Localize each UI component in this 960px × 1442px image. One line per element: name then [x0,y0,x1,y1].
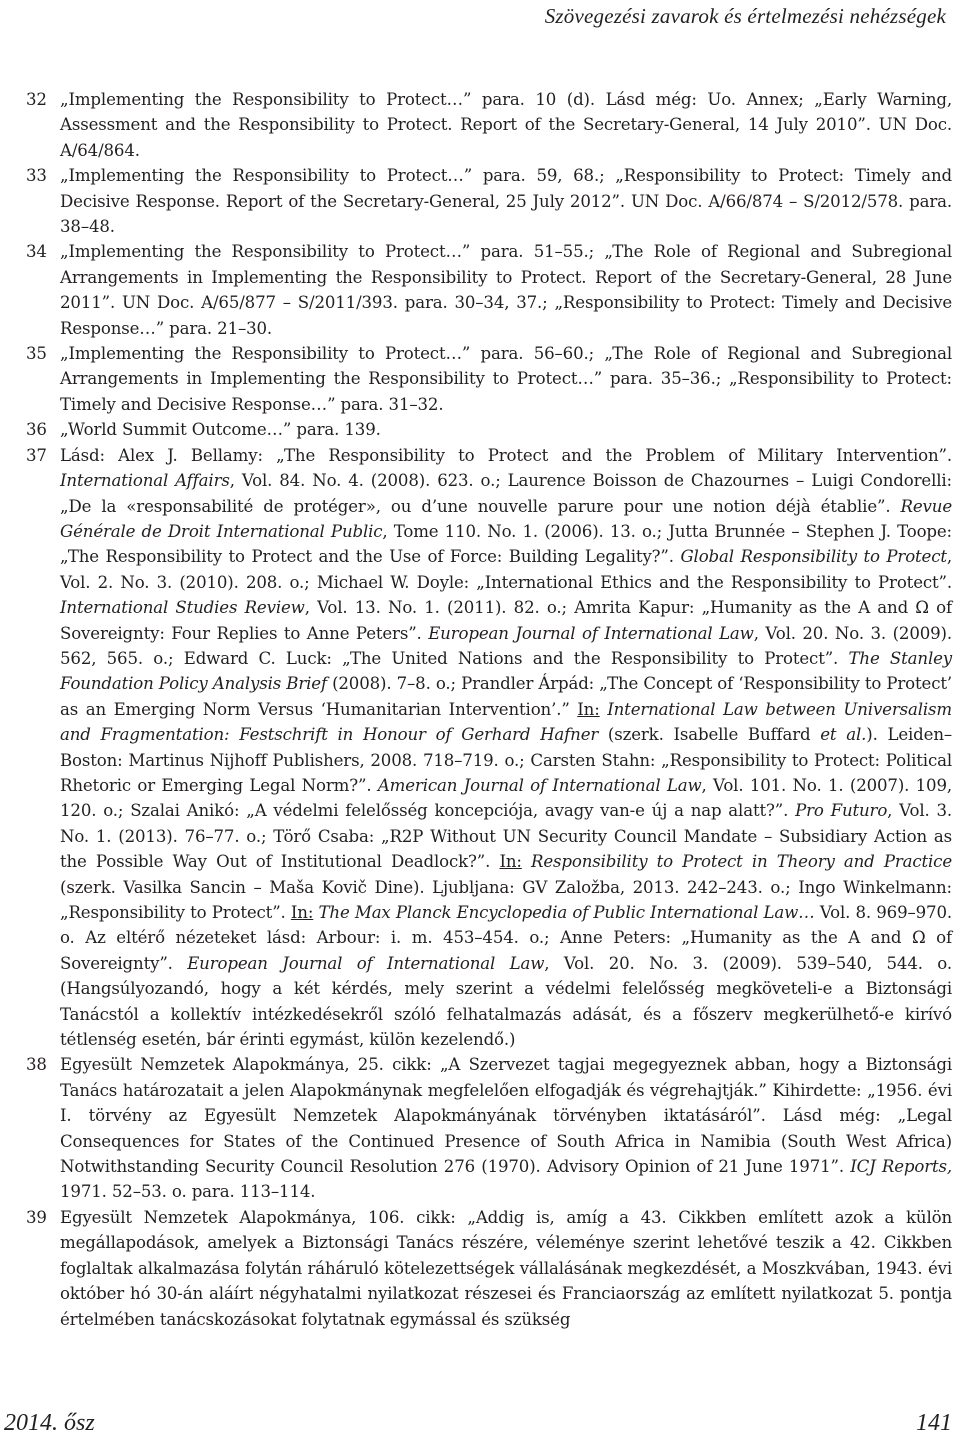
footnote-36 [26,417,952,442]
footnote-text: , Vol. 101. No. 1. (2007). 109, 120. o.; Szalai Anikó: „A védelmi felelősség koncepciója, avagy van-e új a nap alatt?”. [60,775,953,821]
footnote-32 [26,87,952,163]
footnote-text: ). Leiden–Boston: Martinus Nijhoff Publishers, 2008. 718–719. o.; Carsten Stahn: „Responsibility to Protect: Political Rhetoric or Emerging Legal Norm?”. [60,725,953,795]
footnote-text: Lásd: Alex J. Bellamy: „The Responsibility to Protect and the Problem of Military Intervention”. [60,445,952,465]
footnote-text: , Vol. 84. No. 4. (2008). 623. o.; Laurence Boisson de Chazournes – Luigi Condorelli: „De la «responsabilité de protéger», ou d’une nouvelle parure pour une notion déjà établie”. [60,471,952,516]
footnote-number: 32 [26,90,47,109]
footnote-number: 38 [26,1055,47,1075]
footnote-text: Egyesült Nemzetek Alapokmánya, 25. cikk: „A Szervezet tagjai megegyeznek abban, hogy a Biztonsági Tanács határozatait a jelen Alapokmánynak megfelelően elfogadják és végrehajtják.” Kihirdette: „1956. évi I. törvény az Egyesült Nemzetek Alapokmányának törvényben iktatásáról”. Lásd még: „Legal Consequences for States of the Continued Presence of South Africa in Namibia (South West Africa) Notwithstanding Security Council Resolution 276 (1970). Advisory Opinion of 21 June 1971”. [60,1055,952,1177]
citation-title: The Max Planck Encyclopedia of Public International Law… [318,903,815,922]
footnote-text: , Vol. 20. No. 3. (2009). 539–540, 544. o. (Hangsúlyozandó, hogy a két kérdés, mely szerint a védelmi felelősség megköveteli-e a Biztonsági Tanácstól a kollektív intézkedésekről szóló felhatalmazás adását, és a főszerv megkerülhető-e kirívó tétlenség esetén, bár érinti egymást, külön kezelendő.) [60,953,952,1050]
citation-title: International Studies Review [60,598,305,618]
footnote-35 [26,341,952,417]
footnote-text: , Tome 110. No. 1. (2006). 13. o.; Jutta Brunnée – Stephen J. Toope: „The Responsibility to Protect and the Use of Force: Building Legality?”. [60,521,952,567]
citation-title: Pro Futuro [795,801,888,821]
footnote-text [522,852,531,871]
footnote-text: (szerk. Isabelle Buffard [598,725,821,745]
footnote-text: (2008). 7–8. o.; Prandler Árpád: „The Concept of ‘Responsibility to Protect’ as an Emerging Norm Versus ‘Humanitarian Intervention’.” [60,674,952,719]
footnote-text: „Implementing the Responsibility to Protect…” para. 10 (d). Lásd még: Uo. Annex; „Early Warning, Assessment and the Responsibility to Protect. Report of the Secretary-General, 14 July 2010”. UN Doc. A/64/864. [60,90,952,160]
footnote-text: Egyesült Nemzetek Alapokmánya, 106. cikk: „Addig is, amíg a 43. Cikkben említett azok a külön megállapodások, amelyek a Biztonsági Tanács részére, véleménye szerint lehetővé teszik a 42. Cikkben foglaltak alkalmazása folytán ráháruló kötelezettségek vállalásának megkezdését, a Moszkvában, 1943. évi október hó 30-án aláírt négyhatalmi nyilatkozat részesei és Franciaország az említett nyilatkozat 5. pontja értelmében tanácskozásokat folytatnak egymással és szükség [60,1207,952,1329]
footnote-33 [26,163,952,239]
citation-title: ICJ Reports, [850,1157,952,1177]
footnote-text: , Vol. 3. No. 1. (2013). 76–77. o.; Törő Csaba: „R2P Without UN Security Council Mandate – Subsidiary Action as the Possible Way Out of Institutional Deadlock?”. [60,801,953,872]
footnote-39 [26,1205,952,1332]
footnote-text: „World Summit Outcome…” para. 139. [60,420,381,440]
footnote-number: 39 [26,1207,47,1227]
citation-title: Responsibility to Protect in Theory and Practice [531,852,952,872]
issue-label: 2014. ősz [4,1410,95,1436]
footnote-number: 35 [26,344,47,364]
in-marker: In: [290,903,314,922]
footnote-text: „Implementing the Responsibility to Protect…” para. 59, 68.; „Responsibility to Protect: Timely and Decisive Response. Report of the Secretary-General, 25 July 2012”. UN Doc. A/66/874 – S/2012/578. para. 38–48. [60,166,952,237]
footnote-text: „Implementing the Responsibility to Protect…” para. 56–60.; „The Role of Regional and Subregional Arrangements in Implementing the Responsibility to Protect…” para. 35–36.; „Responsibility to Protect: Timely and Decisive Response…” para. 31–32. [60,344,952,414]
footnote-text: , Vol. 13. No. 1. (2011). 82. o.; Amrita Kapur: „Humanity as the A and Ω of Sovereignty: Four Replies to Anne Peters”. [60,598,952,643]
citation-title: American Journal of International Law [377,775,702,795]
citation-title: European Journal of International Law [428,623,754,643]
footnote-37 [26,443,952,1053]
in-marker: In: [577,699,600,719]
footnote-text: „Implementing the Responsibility to Protect…” para. 51–55.; „The Role of Regional and Subregional Arrangements in Implementing the Responsibility to Protect. Report of the Secretary-General, 28 June 2011”. UN Doc. A/65/877 – S/2011/393. para. 30–34, 37.; „Responsibility to Protect: Timely and Decisive Response…” para. 21–30. [60,242,952,338]
footnote-text: Vol. 8. 969–970. o. Az eltérő nézeteket lásd: Arbour: i. m. 453–454. o.; Anne Peters: „Humanity as the A and Ω of Sovereignty”. [60,903,952,973]
footnote-number: 33 [26,166,47,186]
footnote-34 [26,239,952,341]
footnote-text: , Vol. 20. No. 3. (2009). 562, 565. o.; Edward C. Luck: „The United Nations and the Responsibility to Protect”. [60,623,952,668]
footnote-number: 34 [26,242,47,262]
citation-title: Global Responsibility to Protect [680,547,947,567]
running-header: Szövegezési zavarok és értelmezési nehézségek [544,4,946,28]
citation-title: European Journal of International Law [187,953,545,973]
citation-title: Revue Générale de Droit International Public [60,496,952,541]
citation-title: The Stanley Foundation Policy Analysis Brief [60,648,953,694]
page-number: 141 [916,1410,952,1436]
citation-title: et al. [820,725,867,745]
footnote-number: 36 [26,420,47,440]
footnote-text: , Vol. 2. No. 3. (2010). 208. o.; Michael W. Doyle: „International Ethics and the Responsibility to Protect”. [60,547,953,592]
in-marker: In: [499,852,522,872]
footnotes-list [26,87,952,1332]
footnote-text: (szerk. Vasilka Sancin – Maša Kovič Dine). Ljubljana: GV Založba, 2013. 242–243. o.; Ingo Winkelmann: „Responsibility to Protect”. [60,877,952,922]
footnote-text: 1971. 52–53. o. para. 113–114. [60,1182,316,1202]
footnote-38 [26,1052,952,1204]
citation-title: International Law between Universalism and Fragmentation: Festschrift in Honour of Gerhard Hafner [60,699,952,745]
citation-title: International Affairs [60,471,230,491]
footnote-number: 37 [26,445,47,465]
